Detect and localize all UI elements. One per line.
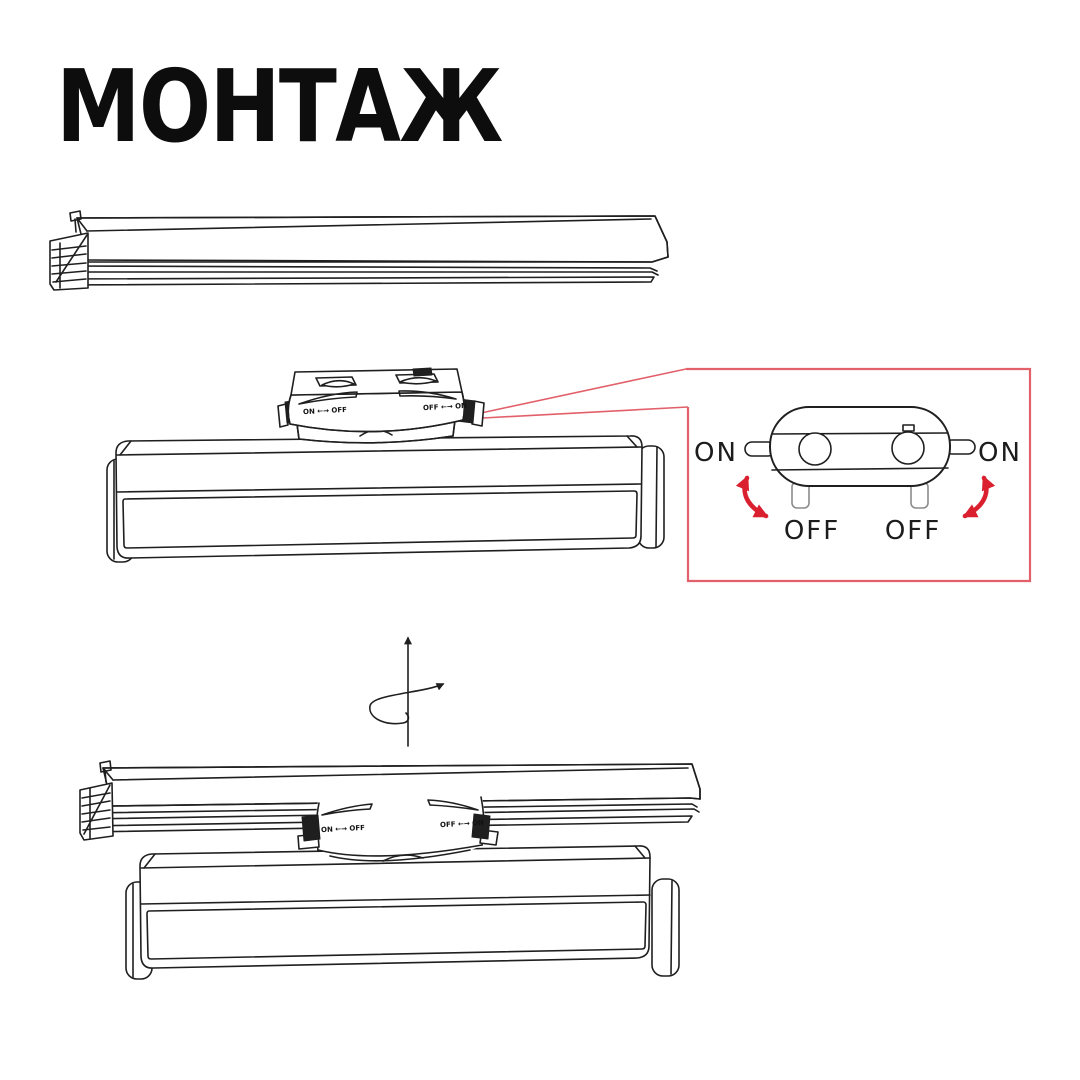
switch-detail-box	[686, 369, 1030, 581]
callout-line-lower	[483, 407, 688, 418]
slot-handle	[413, 368, 432, 376]
adapter-switch-label-right: OFF ←→ ON	[439, 818, 485, 830]
rail-end-profile	[50, 233, 88, 290]
callout-line-upper	[481, 369, 686, 413]
track-rail-top	[50, 211, 668, 290]
diffuser-panel	[123, 491, 637, 548]
fixture-body	[107, 436, 664, 562]
adapter-top-view	[745, 407, 975, 508]
on-label-right: ON	[978, 438, 1022, 468]
knob-notch-inner	[903, 425, 914, 431]
off-label-left: OFF	[783, 516, 841, 546]
rotation-axis-symbol	[370, 638, 443, 746]
rotate-arrow-right	[965, 478, 986, 516]
on-label-left: ON	[694, 438, 738, 468]
lock-knob-right	[892, 432, 924, 464]
lock-knob-left	[799, 433, 831, 465]
adapter-switch-label-left: ON ←→ OFF	[320, 823, 366, 835]
adapter-switch-label-left: ON ←→ OFF	[302, 405, 348, 417]
track-adapter	[278, 368, 484, 443]
off-label-right: OFF	[884, 516, 942, 546]
adapter-switch-label-right: OFF ←→ ON	[422, 401, 468, 413]
rotate-arrow-left	[745, 478, 766, 516]
rotate-curve-arrow	[370, 684, 443, 724]
mounted-fixture-body	[126, 846, 679, 979]
rail-end-profile-bottom	[80, 783, 113, 840]
lock-tab-left	[302, 815, 320, 841]
page-title: МОНТАЖ	[56, 48, 502, 165]
end-cap-right	[652, 879, 679, 976]
diffuser-panel	[147, 902, 646, 959]
